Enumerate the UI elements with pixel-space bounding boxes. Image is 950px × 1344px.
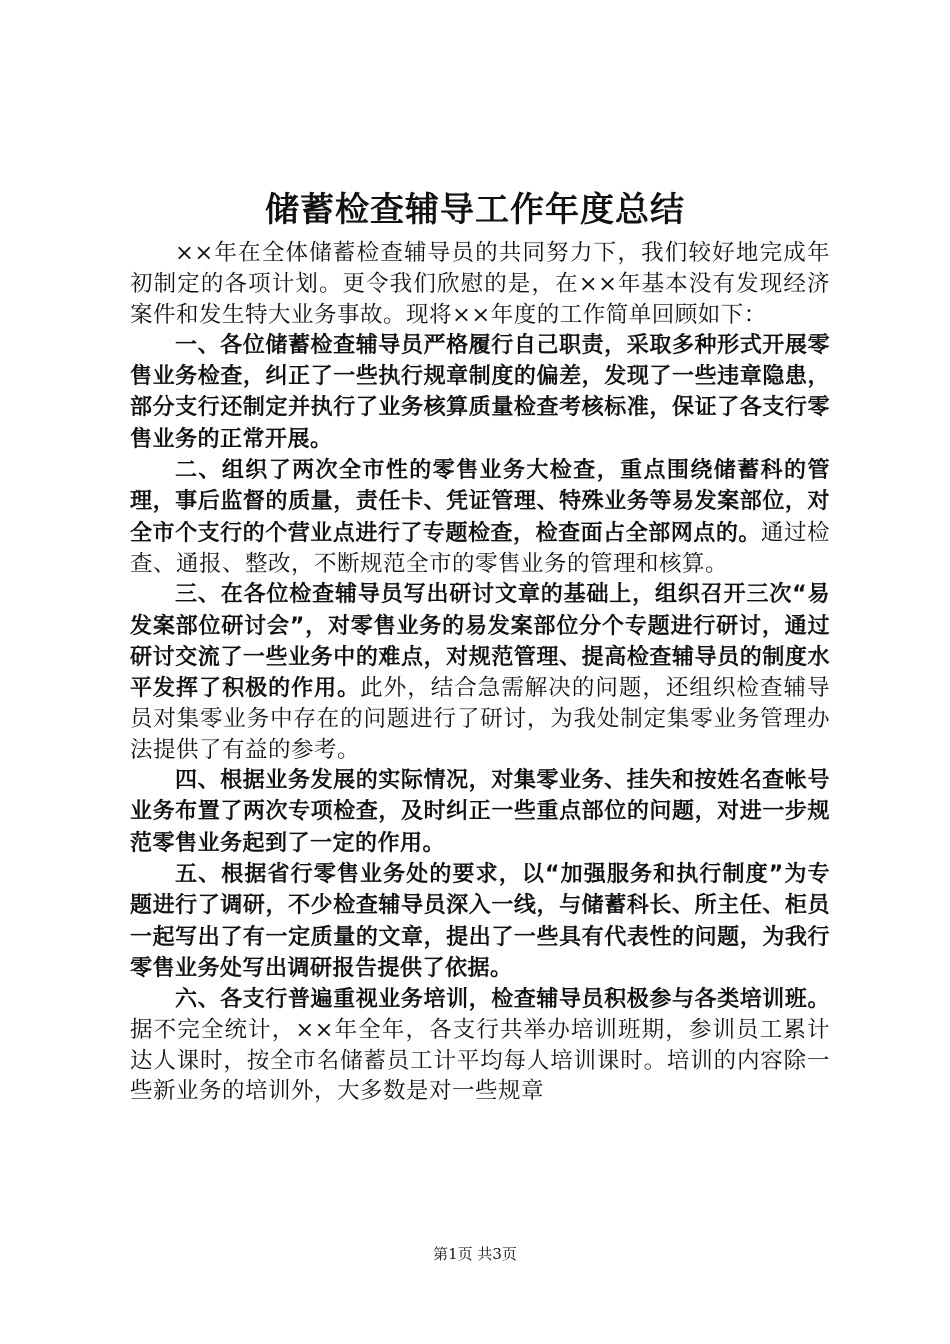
paragraph-intro — [130, 238, 830, 330]
paragraph-item-3 — [130, 579, 830, 765]
document-body — [130, 238, 830, 1106]
page-footer: 第1页 共3页 — [433, 1245, 517, 1263]
paragraph-item-5 — [130, 859, 830, 984]
paragraph-text: 此外，结合急需解决的问题，还组织检查辅导员对集零业务中存在的问题进行了研讨，为我处制定集零业务管理办法提供了有益的参考。 — [130, 675, 830, 763]
paragraph-lead: 四、根据业务发展的实际情况，对集零业务、挂失和按姓名查帐号业务布置了两次专项检查，及时纠正一些重点部位的问题，对进一步规范零售业务起到了一定的作用。 — [130, 768, 830, 856]
paragraph-text: 通过检查、通报、整改，不断规范全市的零售业务的管理和核算。 — [130, 519, 830, 577]
paragraph-item-1 — [130, 330, 830, 455]
paragraph-text: ××年在全体储蓄检查辅导员的共同努力下，我们较好地完成年初制定的各项计划。更令我们欣慰的是，在××年基本没有发现经济案件和发生特大业务事故。现将××年度的工作简单回顾如下： — [130, 240, 830, 328]
paragraph-lead: 一、各位储蓄检查辅导员严格履行自己职责，采取多种形式开展零售业务检查，纠正了一些执行规章制度的偏差，发现了一些违章隐患，部分支行还制定并执行了业务核算质量检查考核标准，保证了各支行零售业务的正常开展。 — [130, 332, 830, 452]
paragraph-lead: 二、组织了两次全市性的零售业务大检查，重点围绕储蓄科的管理，事后监督的质量，责任卡、凭证管理、特殊业务等易发案部位，对全市个支行的个营业点进行了专题检查，检查面占全部网点的。 — [130, 458, 830, 546]
paragraph-item-2 — [130, 455, 830, 579]
paragraph-lead: 三、在各位检查辅导员写出研讨文章的基础上，组织召开三次“易发案部位研讨会”，对零售业务的易发案部位分个专题进行研讨，通过研讨交流了一些业务中的难点，对规范管理、提高检查辅导员的制度水平发挥了积极的作用。 — [130, 582, 830, 702]
document-title: 储蓄检查辅导工作年度总结 — [265, 190, 685, 230]
paragraph-item-4 — [130, 765, 830, 859]
paragraph-lead: 六、各支行普遍重视业务培训，检查辅导员积极参与各类培训班。 — [175, 987, 830, 1013]
paragraph-lead: 五、根据省行零售业务处的要求，以“加强服务和执行制度”为专题进行了调研，不少检查辅导员深入一线，与储蓄科长、所主任、柜员一起写出了有一定质量的文章，提出了一些具有代表性的问题，为我行零售业务处写出调研报告提供了依据。 — [130, 861, 830, 981]
paragraph-item-6 — [130, 984, 830, 1106]
paragraph-text: 据不完全统计，××年全年，各支行共举办培训班期，参训员工累计达人课时，按全市名储蓄员工计平均每人培训课时。培训的内容除一些新业务的培训外，大多数是对一些规章 — [130, 1017, 830, 1105]
